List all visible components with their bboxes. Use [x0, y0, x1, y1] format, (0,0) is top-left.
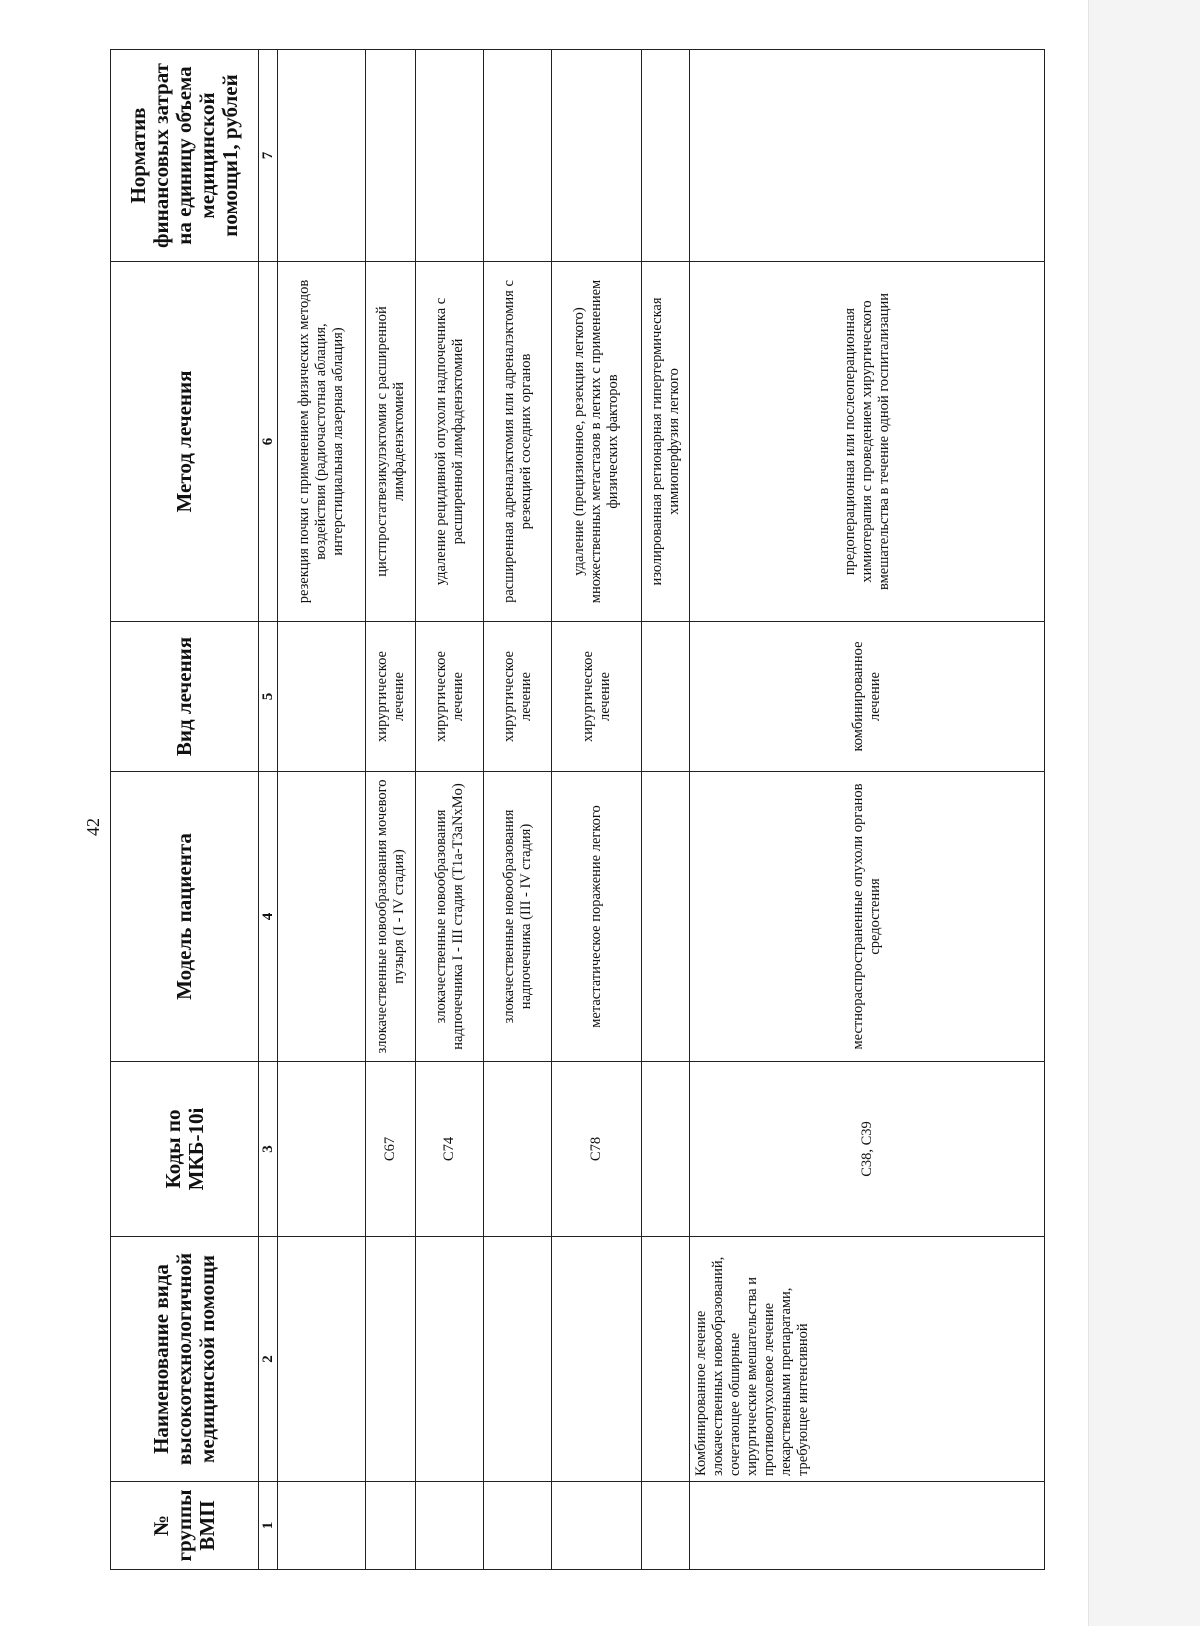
- table-cell: [484, 1062, 552, 1237]
- column-number: 6: [259, 262, 278, 622]
- table-cell: хирургическое лечение: [484, 622, 552, 772]
- table-cell: [366, 50, 416, 262]
- table-cell: [642, 50, 690, 262]
- table-cell: комбинированное лечение: [690, 622, 1045, 772]
- table-cell: [278, 1237, 366, 1482]
- table-cell: [642, 1482, 690, 1570]
- table-cell: хирургическое лечение: [416, 622, 484, 772]
- table-cell: [690, 50, 1045, 262]
- scan-margin-strip: [1088, 0, 1200, 1626]
- table-cell: хирургическое лечение: [366, 622, 416, 772]
- table-cell: [416, 1237, 484, 1482]
- table-cell: [484, 1482, 552, 1570]
- header-patient-model: Модель пациента: [111, 772, 259, 1062]
- table-cell: злокачественные новообразования надпочечника I - III стадия (T1a-T3aNxMo): [416, 772, 484, 1062]
- table-cell: C78: [552, 1062, 642, 1237]
- table-cell: C74: [416, 1062, 484, 1237]
- table-cell: цистпростатвезикулэктомия с расширенной лимфаденэктомией: [366, 262, 416, 622]
- table-cell: [366, 1482, 416, 1570]
- table-row: [690, 50, 1045, 1570]
- table-row: [278, 50, 366, 1570]
- column-number: 1: [259, 1482, 278, 1570]
- table-row: [642, 50, 690, 1570]
- table-cell: [690, 1482, 1045, 1570]
- table-cell: C38, C39: [690, 1062, 1045, 1237]
- header-vmp-type: Наименование вида высокотехнологичной медицинской помощи: [111, 1237, 259, 1482]
- table-cell: [278, 50, 366, 262]
- table-cell: злокачественные новообразования надпочечника (III - IV стадия): [484, 772, 552, 1062]
- table-cell: местнораспространенные опухоли органов средостения: [690, 772, 1045, 1062]
- table-cell: C67: [366, 1062, 416, 1237]
- table-row: [366, 50, 416, 1570]
- table-cell: резекция почки с применением физических методов воздействия (радиочастотная аблация, интерстициальная лазерная аблация): [278, 262, 366, 622]
- table-cell: [416, 1482, 484, 1570]
- table-cell: [552, 1237, 642, 1482]
- column-number: 2: [259, 1237, 278, 1482]
- page-number: 42: [83, 818, 103, 836]
- table-row: [484, 50, 552, 1570]
- table-cell: злокачественные новообразования мочевого пузыря (I - IV стадия): [366, 772, 416, 1062]
- table-cell: [642, 1237, 690, 1482]
- table-cell: [278, 1482, 366, 1570]
- table-cell: изолированная регионарная гипертермическая химиоперфузия легкого: [642, 262, 690, 622]
- table-cell: метастатическое поражение легкого: [552, 772, 642, 1062]
- table-cell: [278, 622, 366, 772]
- table-cell: предоперационная или послеоперационная химиотерапия с проведением хирургического вмешательства в течение одной госпитализации: [690, 262, 1045, 622]
- table-cell: [366, 1237, 416, 1482]
- table-cell: [484, 50, 552, 262]
- table-row: [416, 50, 484, 1570]
- rotated-table-container: [110, 50, 1045, 1570]
- table-cell: [278, 1062, 366, 1237]
- table-cell: [416, 50, 484, 262]
- table-row: [552, 50, 642, 1570]
- table-cell: [642, 1062, 690, 1237]
- header-cost-standard: Норматив финансовых затрат на единицу объема медицинской помощи1, рублей: [111, 50, 259, 262]
- table-cell: [552, 1482, 642, 1570]
- header-icd-codes: Коды по МКБ-10i: [111, 1062, 259, 1237]
- table-cell: расширенная адреналэктомия или адреналэктомия с резекцией соседних органов: [484, 262, 552, 622]
- vmp-table: [110, 49, 1045, 1570]
- table-cell: Комбинированное лечение злокачественных новообразований, сочетающее обширные хирургические вмешательства и противоопухолевое лечение лекарственными препаратами, требующее интенсивной: [690, 1237, 1045, 1482]
- column-number: 3: [259, 1062, 278, 1237]
- header-group-number: № группы ВМП: [111, 1482, 259, 1570]
- column-number: 7: [259, 50, 278, 262]
- table-cell: удаление (прецизионное, резекция легкого) множественных метастазов в легких с применением физических факторов: [552, 262, 642, 622]
- header-row: [111, 50, 259, 1570]
- table-cell: [642, 622, 690, 772]
- table-cell: [278, 772, 366, 1062]
- column-number: 4: [259, 772, 278, 1062]
- table-cell: [642, 772, 690, 1062]
- column-number: 5: [259, 622, 278, 772]
- table-cell: [484, 1237, 552, 1482]
- column-number-row: [259, 50, 278, 1570]
- table-cell: удаление рецидивной опухоли надпочечника с расширенной лимфаденэктомией: [416, 262, 484, 622]
- table-cell: хирургическое лечение: [552, 622, 642, 772]
- table-cell: [552, 50, 642, 262]
- header-treatment-type: Вид лечения: [111, 622, 259, 772]
- header-treatment-method: Метод лечения: [111, 262, 259, 622]
